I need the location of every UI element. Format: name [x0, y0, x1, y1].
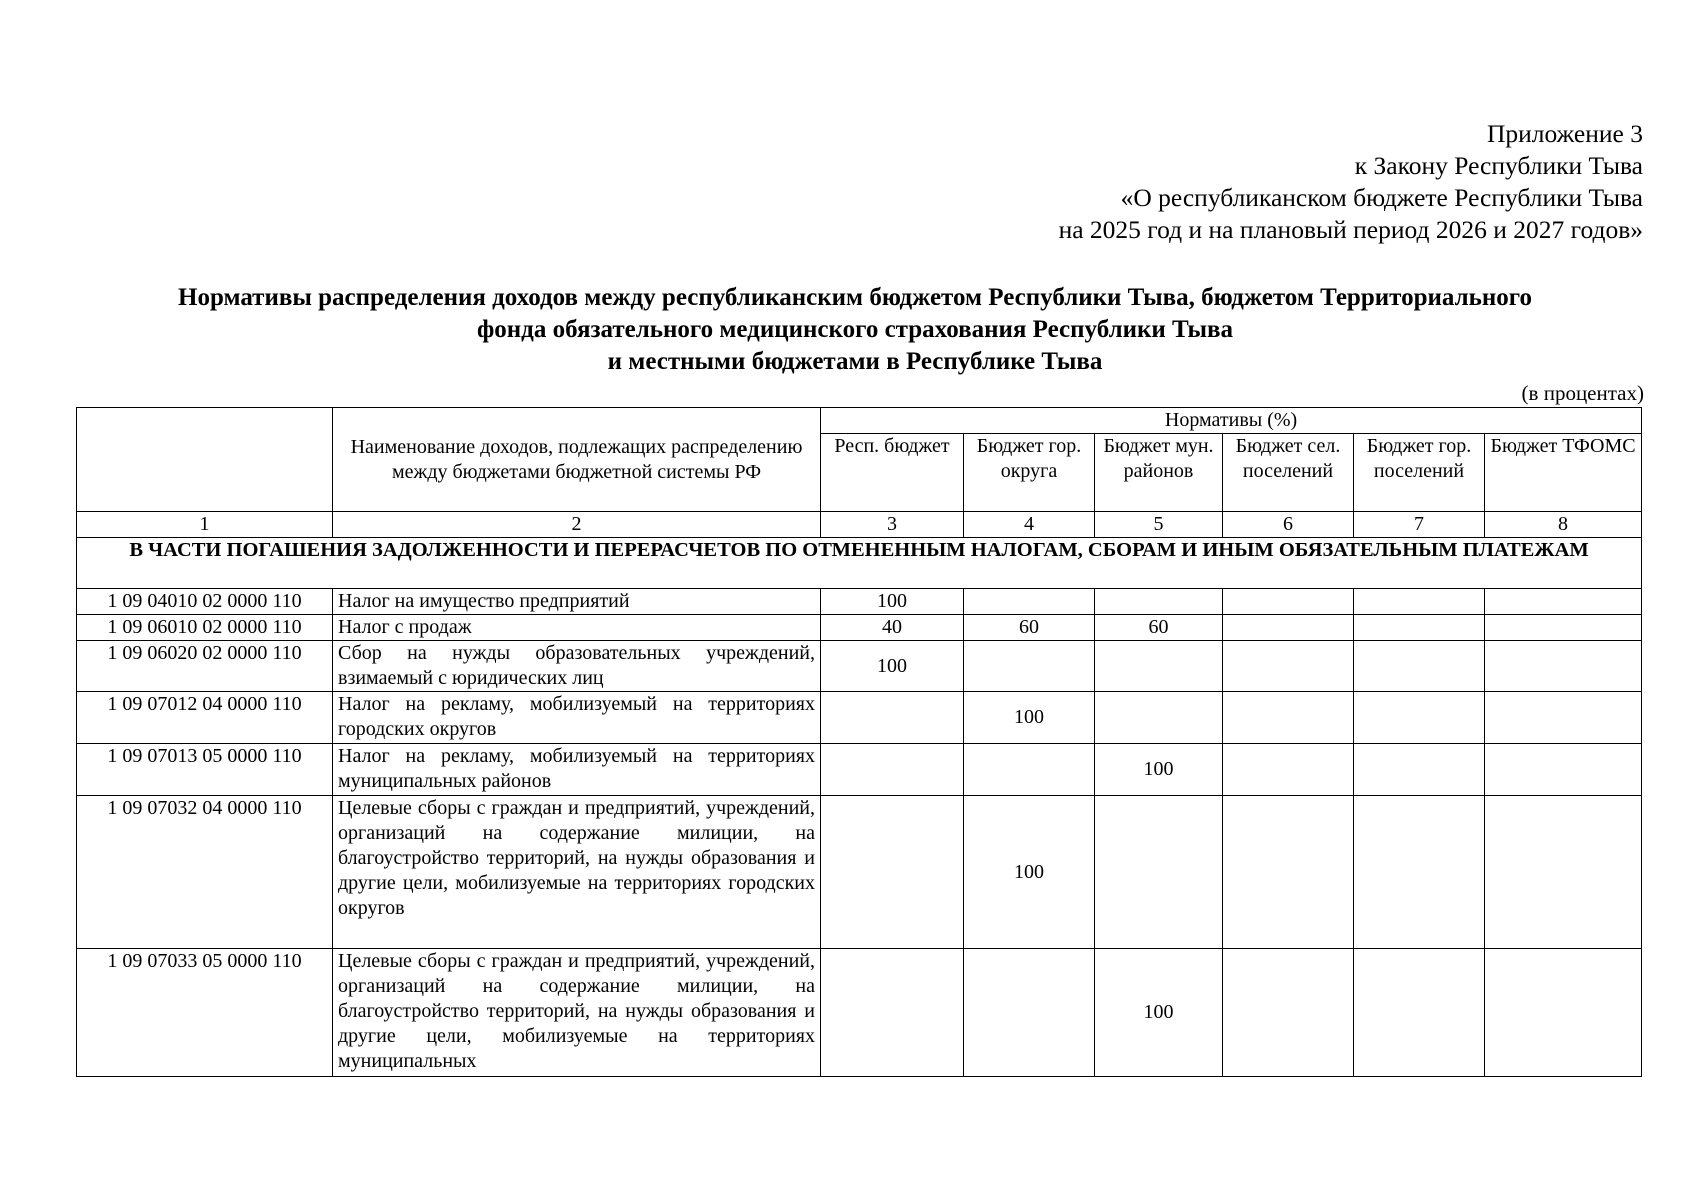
value-cell: [1485, 589, 1642, 615]
value-cell: [1485, 615, 1642, 641]
appendix-line: Приложение 3: [1487, 119, 1643, 148]
value-cell: [1223, 796, 1354, 949]
value-cell: [1223, 615, 1354, 641]
value-cell: [964, 744, 1095, 796]
section-heading: В ЧАСТИ ПОГАШЕНИЯ ЗАДОЛЖЕННОСТИ И ПЕРЕРАСЧЕТОВ ПО ОТМЕНЕННЫМ НАЛОГАМ, СБОРАМ И ИНЫМ ОБЯЗАТЕЛЬНЫМ ПЛАТЕЖАМ: [77, 538, 1642, 589]
value-cell: 100: [1095, 744, 1223, 796]
value-cell: [821, 692, 964, 744]
value-cell: [1485, 692, 1642, 744]
value-cell: [1223, 744, 1354, 796]
income-name: Налог с продаж: [333, 615, 821, 641]
income-code: 1 09 07012 04 0000 110: [77, 692, 333, 744]
value-cell: 100: [821, 641, 964, 692]
value-cell: [1095, 641, 1223, 692]
value-cell: [1223, 692, 1354, 744]
appendix-block: [1059, 118, 1643, 246]
income-code: 1 09 06010 02 0000 110: [77, 615, 333, 641]
income-code: 1 09 07032 04 0000 110: [77, 796, 333, 949]
value-cell: [821, 744, 964, 796]
value-cell: [1485, 641, 1642, 692]
norms-table: [76, 407, 1642, 1077]
header-norms-cell: Нормативы (%): [821, 408, 1642, 434]
value-cell: [1223, 641, 1354, 692]
value-cell: [1485, 949, 1642, 1077]
value-cell: [1354, 692, 1485, 744]
value-cell: [1485, 796, 1642, 949]
table-row: [77, 615, 1642, 641]
header-name-cell: Наименование доходов, подлежащих распределению между бюджетами бюджетной системы РФ: [333, 408, 821, 512]
header-col-tfoms: Бюджет ТФОМС: [1485, 434, 1642, 512]
value-cell: [1095, 796, 1223, 949]
header-col-mun-districts: Бюджет мун. районов: [1095, 434, 1223, 512]
header-col-urban-settlements: Бюджет гор. поселений: [1354, 434, 1485, 512]
value-cell: [1354, 615, 1485, 641]
value-cell: 100: [1095, 949, 1223, 1077]
income-name: Налог на рекламу, мобилизуемый на территориях городских округов: [333, 692, 821, 744]
income-name: Налог на рекламу, мобилизуемый на территориях муниципальных районов: [333, 744, 821, 796]
income-name: Целевые сборы с граждан и предприятий, учреждений, организаций на содержание милиции, на благоустройство территорий, на нужды образования и другие цели, мобилизуемые на территориях городских округов: [333, 796, 821, 949]
value-cell: [964, 949, 1095, 1077]
title-line: Нормативы распределения доходов между республиканским бюджетом Республики Тыва, бюджетом Территориального: [178, 284, 1532, 311]
value-cell: 60: [1095, 615, 1223, 641]
value-cell: 60: [964, 615, 1095, 641]
table-row: [77, 949, 1642, 1077]
value-cell: 40: [821, 615, 964, 641]
value-cell: 100: [964, 692, 1095, 744]
col-number: 7: [1354, 512, 1485, 538]
value-cell: [1354, 589, 1485, 615]
table-row: [77, 641, 1642, 692]
income-name: Сбор на нужды образовательных учреждений, взимаемый с юридических лиц: [333, 641, 821, 692]
header-col-resp-budget: Респ. бюджет: [821, 434, 964, 512]
header-col-rural-settlements: Бюджет сел. поселений: [1223, 434, 1354, 512]
value-cell: [1354, 641, 1485, 692]
appendix-line: на 2025 год и на плановый период 2026 и 2027 годов»: [1058, 215, 1643, 244]
value-cell: [1223, 589, 1354, 615]
col-number: 8: [1485, 512, 1642, 538]
title-line: фонда обязательного медицинского страхования Республики Тыва: [476, 316, 1234, 343]
col-number: 3: [821, 512, 964, 538]
table-row: [77, 589, 1642, 615]
value-cell: [1354, 796, 1485, 949]
value-cell: [964, 641, 1095, 692]
table-row: [77, 796, 1642, 949]
header-col-city-district: Бюджет гор. округа: [964, 434, 1095, 512]
value-cell: [1485, 744, 1642, 796]
income-code: 1 09 07033 05 0000 110: [77, 949, 333, 1077]
col-number: 1: [77, 512, 333, 538]
table-row: [77, 744, 1642, 796]
value-cell: [1354, 949, 1485, 1077]
col-number: 4: [964, 512, 1095, 538]
header-code-cell: [77, 408, 333, 512]
income-code: 1 09 04010 02 0000 110: [77, 589, 333, 615]
title-line: и местными бюджетами в Республике Тыва: [607, 348, 1103, 375]
value-cell: [821, 796, 964, 949]
value-cell: [1223, 949, 1354, 1077]
appendix-line: «О республиканском бюджете Республики Тыва: [1120, 183, 1643, 212]
income-name: Налог на имущество предприятий: [333, 589, 821, 615]
col-number: 6: [1223, 512, 1354, 538]
income-name-text: Целевые сборы с граждан и предприятий, учреждений, организаций на содержание милиции, на благоустройство территорий, на нужды образования и другие цели, мобилизуемые на территориях муниципальных: [338, 950, 815, 1072]
unit-note: (в процентах): [1521, 381, 1644, 405]
col-number: 5: [1095, 512, 1223, 538]
value-cell: [1095, 692, 1223, 744]
value-cell: 100: [821, 589, 964, 615]
value-cell: [821, 949, 964, 1077]
value-cell: [964, 589, 1095, 615]
value-cell: [1354, 744, 1485, 796]
value-cell: 100: [964, 796, 1095, 949]
document-title: [60, 282, 1650, 378]
income-code: 1 09 07013 05 0000 110: [77, 744, 333, 796]
col-number: 2: [333, 512, 821, 538]
appendix-line: к Закону Республики Тыва: [1354, 151, 1643, 180]
income-name: [333, 949, 821, 1077]
table-row: [77, 692, 1642, 744]
value-cell: [1095, 589, 1223, 615]
income-code: 1 09 06020 02 0000 110: [77, 641, 333, 692]
